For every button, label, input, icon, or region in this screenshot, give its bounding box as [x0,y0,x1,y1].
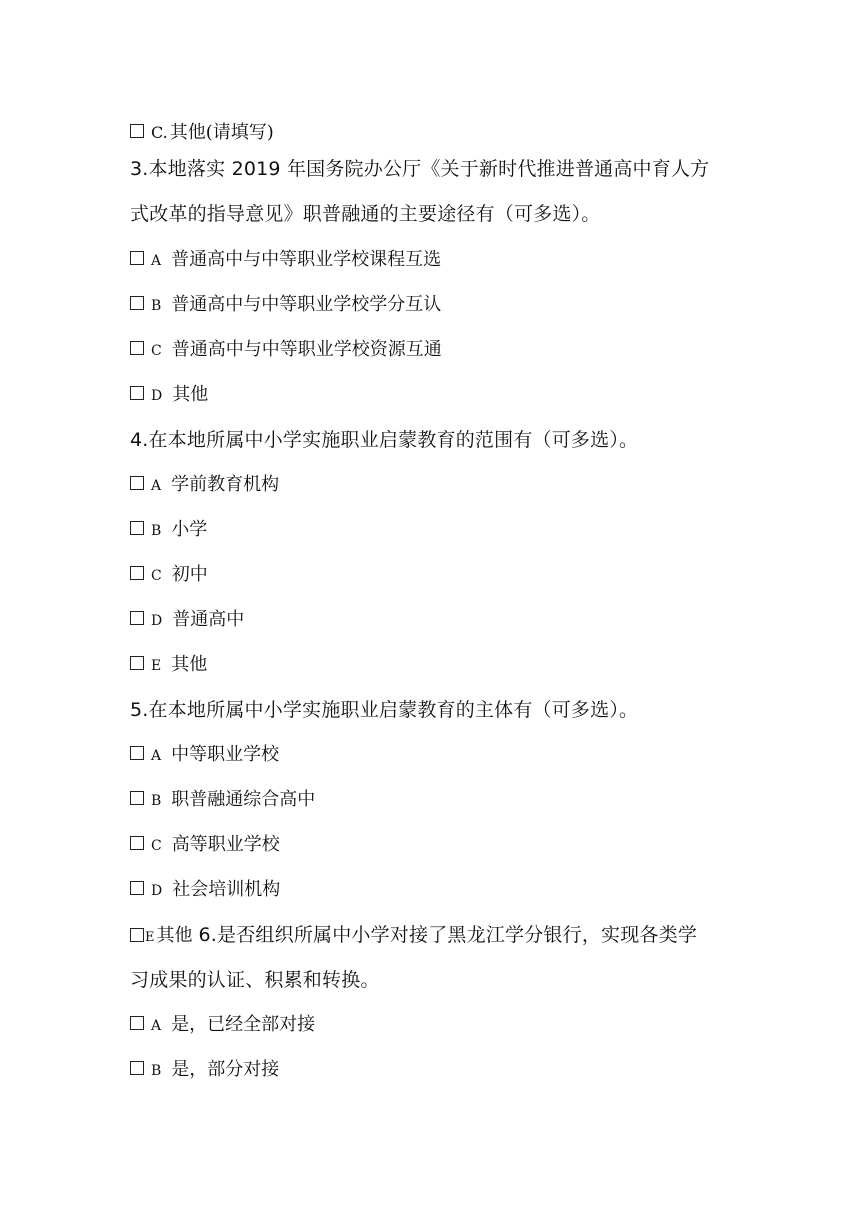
option-line [130,740,279,766]
option-line [130,380,208,406]
option-text: 普通高中与中等职业学校资源互通 [171,339,442,360]
option-line [130,560,208,586]
option-text: 其他 [171,654,208,675]
option-letter: C [151,568,162,584]
question-text: 6.是否组织所属中小学对接了黑龙江学分银行，实现各类学 [198,924,698,946]
question-line: 式改革的指导意见》职普融通的主要途径有（可多选）。 [130,203,601,225]
checkbox[interactable] [130,656,144,670]
checkbox[interactable] [130,476,144,490]
option-line [130,650,207,676]
option-text: 是，部分对接 [171,1059,280,1080]
checkbox[interactable] [130,521,144,535]
option-line [130,1010,315,1036]
option-letter: D [151,388,163,404]
option-text: 初中 [171,564,208,585]
option-text: 高等职业学校 [171,834,280,855]
option-letter: E [145,930,155,945]
option-letter: D [151,883,163,899]
option-text: 普通高中与中等职业学校学分互认 [171,294,442,315]
option-line [130,335,442,361]
option-text: 其他 [172,384,209,405]
checkbox[interactable] [130,341,144,355]
option-line [130,515,207,541]
checkbox[interactable] [130,296,144,310]
checkbox[interactable] [130,251,144,265]
option-line [130,245,441,271]
option-line [130,785,315,811]
checkbox[interactable] [130,611,144,625]
option-text: 小学 [171,519,208,540]
option-text: 中等职业学校 [171,744,280,765]
option-text: 普通高中与中等职业学校课程互选 [171,249,442,270]
option-letter: B [151,793,162,809]
checkbox[interactable] [130,928,144,942]
option-text: 学前教育机构 [171,474,280,495]
checkbox[interactable] [130,124,144,138]
checkbox[interactable] [130,791,144,805]
option-letter: A [151,478,162,494]
option-text: 其他 [156,925,193,946]
checkbox[interactable] [130,836,144,850]
checkbox[interactable] [130,566,144,580]
checkbox[interactable] [130,1061,144,1075]
option-letter: A [151,253,162,269]
option-letter: A [151,748,162,764]
option-text: 普通高中 [172,609,245,630]
option-letter: C. [151,123,168,142]
checkbox[interactable] [130,386,144,400]
option-text: 其他(请填写) [169,122,274,143]
question-line: 4.在本地所属中小学实施职业启蒙教育的范围有（可多选）。 [130,429,639,451]
option-line [130,118,274,144]
option-line [130,605,244,631]
question-line: 5.在本地所属中小学实施职业启蒙教育的主体有（可多选）。 [130,699,639,721]
option-text: 职普融通综合高中 [171,789,316,810]
checkbox[interactable] [130,881,144,895]
question-line: 习成果的认证、积累和转换。 [130,969,380,991]
option-letter: D [151,613,163,629]
option-line [130,875,280,901]
option-letter: C [151,343,162,359]
option-letter: B [151,523,162,539]
option-text: 是，已经全部对接 [171,1014,316,1035]
option-letter: C [151,838,162,854]
option-line [130,470,279,496]
mixed-line [130,920,697,947]
checkbox[interactable] [130,1016,144,1030]
option-letter: E [151,658,162,674]
option-letter: A [151,1018,162,1034]
option-letter: B [151,298,162,314]
option-line [130,830,280,856]
option-text: 社会培训机构 [172,879,281,900]
checkbox[interactable] [130,746,144,760]
option-letter: B [151,1063,162,1079]
option-line [130,1055,279,1081]
question-line: 3.本地落实 2019 年国务院办公厅《关于新时代推进普通高中育人方 [130,158,710,180]
option-line [130,290,441,316]
